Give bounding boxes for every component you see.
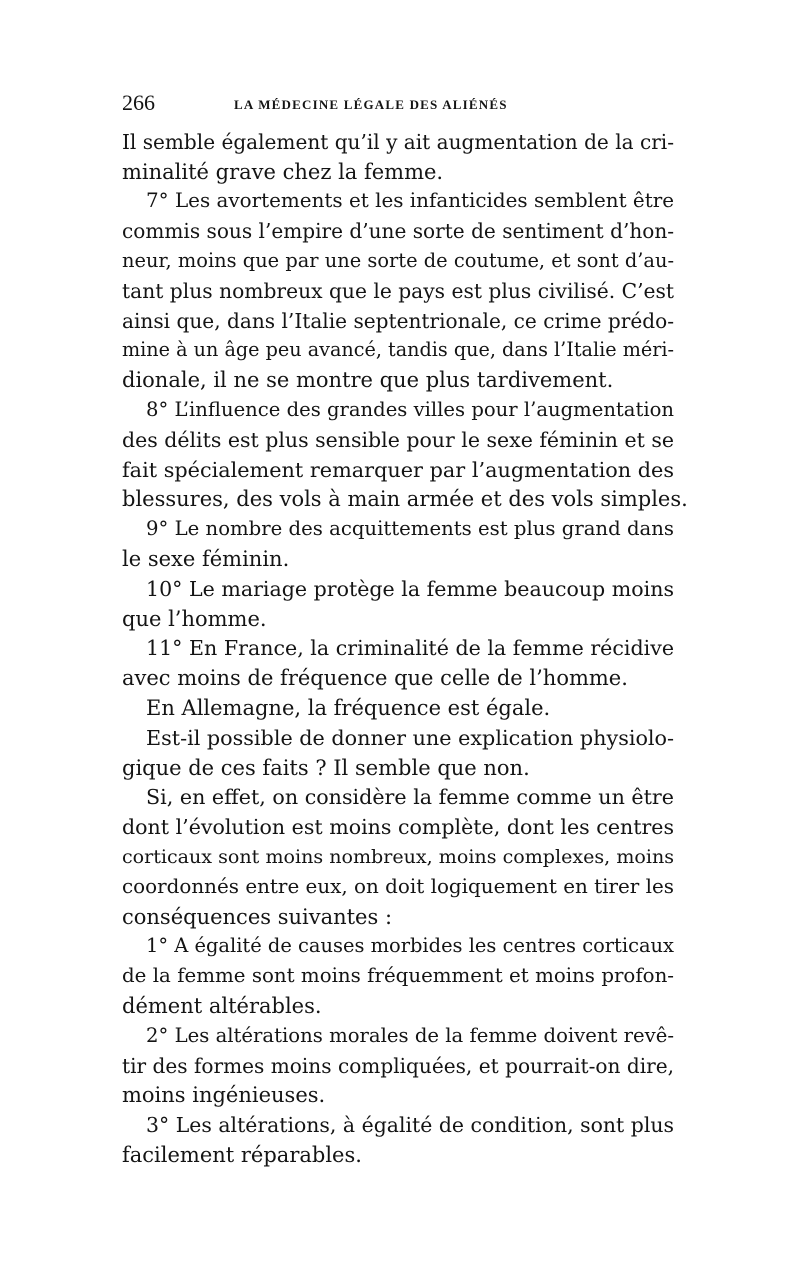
text-line: 11° En France, la criminalité de la femme récidive xyxy=(146,636,674,660)
running-title: LA MÉDECINE LÉGALE DES ALIÉNÉS xyxy=(234,97,508,112)
text-line: coordonnés entre eux, on doit logiquement en tirer les xyxy=(122,875,674,898)
text-line: 9° Le nombre des acquittements est plus grand dans xyxy=(146,517,674,540)
page-number: 266 xyxy=(122,90,155,115)
text-line: tir des formes moins compliquées, et pourrait-on dire, xyxy=(122,1054,674,1078)
text-line: gique de ces faits ? Il semble que non. xyxy=(122,756,530,780)
text-line: 7° Les avortements et les infanticides semblent être xyxy=(146,189,674,212)
text-line: avec moins de fréquence que celle de l’homme. xyxy=(122,666,628,690)
text-line: ainsi que, dans l’Italie septentrionale, ce crime prédo- xyxy=(122,309,674,333)
text-line: facilement réparables. xyxy=(122,1143,362,1167)
text-line: que l’homme. xyxy=(122,607,267,631)
text-line: dément altérables. xyxy=(122,994,322,1018)
text-line: des délits est plus sensible pour le sexe féminin et se xyxy=(122,428,674,452)
text-line: 10° Le mariage protège la femme beaucoup moins xyxy=(146,577,674,601)
text-line: 8° L’influence des grandes villes pour l’augmentation xyxy=(146,398,674,421)
text-line: Il semble également qu’il y ait augmentation de la cri- xyxy=(122,130,674,154)
text-line: En Allemagne, la fréquence est égale. xyxy=(146,696,551,720)
text-line: dionale, il ne se montre que plus tardivement. xyxy=(122,368,614,392)
text-line: de la femme sont moins fréquemment et moins profon- xyxy=(122,964,674,987)
text-line: conséquences suivantes : xyxy=(122,905,393,929)
text-line: corticaux sont moins nombreux, moins complexes, moins xyxy=(122,846,674,868)
text-line: Si, en effet, on considère la femme comme un être xyxy=(146,785,674,809)
text-line: 3° Les altérations, à égalité de condition, sont plus xyxy=(146,1113,674,1137)
text-line: dont l’évolution est moins complète, dont les centres xyxy=(122,815,674,839)
text-line: neur, moins que par une sorte de coutume, et sont d’au- xyxy=(122,249,674,272)
text-line: fait spécialement remarquer par l’augmentation des xyxy=(122,458,674,482)
text-line: 2° Les altérations morales de la femme doivent revê- xyxy=(146,1024,674,1047)
text-line: 1° A égalité de causes morbides les centres corticaux xyxy=(146,934,674,957)
text-line: Est-il possible de donner une explication physiolo- xyxy=(146,726,675,750)
text-line: tant plus nombreux que le pays est plus civilisé. C’est xyxy=(122,279,674,303)
text-line: le sexe féminin. xyxy=(122,547,290,571)
text-line: commis sous l’empire d’une sorte de sentiment d’hon- xyxy=(122,219,675,243)
page-header xyxy=(122,90,682,120)
text-line: blessures, des vols à main armée et des vols simples. xyxy=(122,487,688,511)
text-line: mine à un âge peu avancé, tandis que, dans l’Italie méri- xyxy=(122,338,674,361)
text-line: moins ingénieuses. xyxy=(122,1083,326,1107)
text-line: minalité grave chez la femme. xyxy=(122,160,444,184)
